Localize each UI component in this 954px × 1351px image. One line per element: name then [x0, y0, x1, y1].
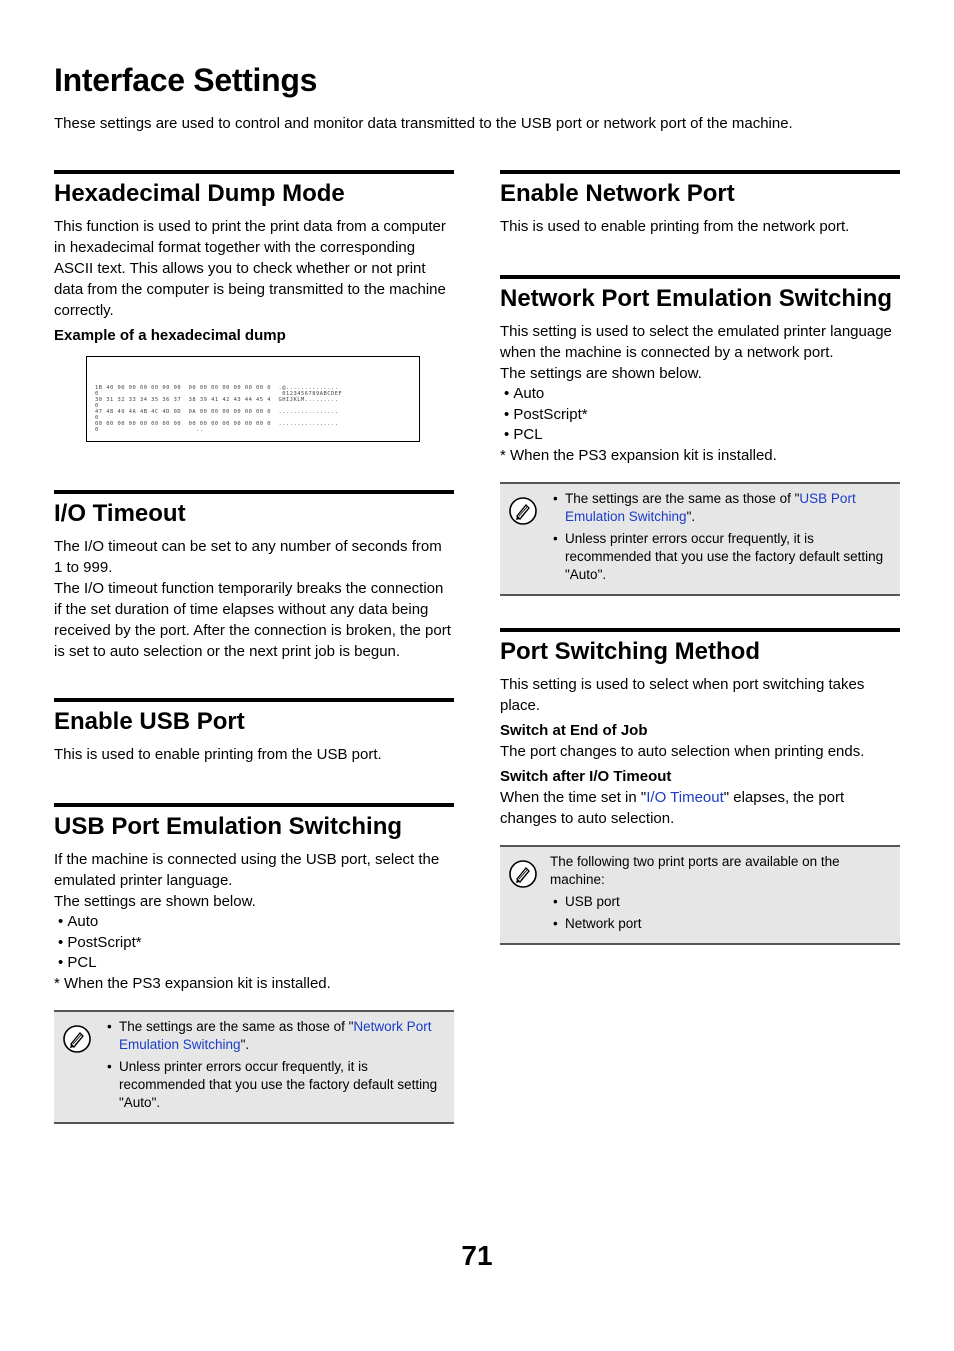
- hex-row: 1B 40 00 00 00 00 00 00 00 00 00 00 00 00 00 0 .@..............: [95, 385, 339, 391]
- note-item: [550, 490, 892, 526]
- hex-dump-body: This function is used to print the print data from a computer in hexadecimal format together with the corresponding ASCII text. This allows you to check whether or not print data from the computer is being transmitted to the machine correctly.: [54, 218, 446, 319]
- heading-io-timeout: I/O Timeout: [54, 500, 186, 527]
- network-emulation-note: [500, 482, 900, 596]
- section-usb-emulation: [54, 803, 454, 1124]
- heading-enable-network: Enable Network Port: [500, 180, 735, 207]
- usb-emulation-body-1: If the machine is connected using the USB port, select the emulated printer language.: [54, 851, 440, 889]
- heading-network-emulation: Network Port Emulation Switching: [500, 285, 893, 312]
- port-switching-sub-1-body: The port changes to auto selection when printing ends.: [500, 742, 865, 760]
- note-item: • Unless printer errors occur frequently, it is recommended that you use the factory default setting "Auto".: [104, 1058, 446, 1112]
- io-timeout-body-1: The I/O timeout can be set to any number of seconds from 1 to 999.: [54, 538, 442, 576]
- heading-enable-usb: Enable USB Port: [54, 708, 245, 735]
- network-emulation-options: [500, 384, 900, 446]
- heading-hex-dump: Hexadecimal Dump Mode: [54, 180, 345, 207]
- list-item: • PCL: [58, 953, 454, 974]
- hex-dump-example-label: Example of a hexadecimal dump: [54, 327, 286, 344]
- pencil-note-icon: [508, 859, 538, 889]
- section-enable-usb: [54, 698, 454, 765]
- hex-row: 0: [95, 415, 99, 421]
- heading-port-switching: Port Switching Method: [500, 637, 760, 665]
- port-switching-body: This setting is used to select when port switching takes place.: [500, 675, 865, 714]
- list-item: • PostScript*: [58, 933, 454, 954]
- page-title: Interface Settings: [54, 62, 318, 98]
- note-text: The following two print ports are available on the machine:: [550, 853, 840, 887]
- note-body: [54, 1012, 454, 1122]
- port-switching-sub-1: Switch at End of Job: [500, 721, 648, 739]
- page-number: 71: [461, 1240, 493, 1271]
- link-io-timeout[interactable]: I/O Timeout: [646, 788, 724, 806]
- network-emulation-footnote: * When the PS3 expansion kit is installed.: [500, 446, 777, 464]
- list-item: • PCL: [504, 425, 900, 446]
- left-column: [54, 170, 454, 1124]
- note-body: [500, 847, 900, 943]
- port-switching-sub-2-body: [500, 787, 900, 829]
- section-enable-network: [500, 170, 900, 237]
- right-column: [500, 170, 900, 945]
- list-item: • Auto: [504, 384, 900, 405]
- list-item: • PostScript*: [504, 405, 900, 426]
- note-item: • Network port: [550, 915, 892, 933]
- usb-emulation-options: [54, 912, 454, 974]
- section-hex-dump: [54, 170, 454, 442]
- usb-emulation-note: [54, 1010, 454, 1124]
- intro-text: These settings are used to control and monitor data transmitted to the USB port or network port of the machine.: [54, 115, 793, 132]
- hex-row: 47 48 49 4A 4B 4C 4D 0D 0A 00 00 00 00 00 00 0 ................: [95, 409, 339, 415]
- note-text: ".: [686, 508, 696, 524]
- note-item: • USB port: [550, 893, 892, 911]
- hex-row: 30 31 32 33 34 35 36 37 38 39 41 42 43 44 45 4 GHIJKLM.........: [95, 397, 339, 403]
- enable-network-body: This is used to enable printing from the network port.: [500, 218, 850, 235]
- section-port-switching: [500, 628, 900, 945]
- pencil-note-icon: [62, 1024, 92, 1054]
- hex-row: 0: [95, 403, 99, 409]
- note-body: [500, 484, 900, 594]
- body-text: " elapses, the port changes to auto selection.: [500, 788, 845, 827]
- link-network-emulation[interactable]: Network Port Emulation Switching: [119, 1018, 432, 1052]
- enable-usb-body: This is used to enable printing from the USB port.: [54, 746, 382, 763]
- body-text: When the time set in ": [500, 788, 647, 806]
- usb-emulation-footnote: * When the PS3 expansion kit is installed.: [54, 974, 331, 992]
- usb-emulation-body-2: The settings are shown below.: [54, 893, 256, 910]
- hex-row: 0 0123456789ABCDEF: [95, 391, 343, 397]
- io-timeout-body-2: The I/O timeout function temporarily breaks the connection if the set duration of time elapses without any data being received by the port. After the connection is broken, the port is set to auto selection or the next print job is begun.: [54, 580, 451, 660]
- hex-row: 0 ..: [95, 427, 204, 433]
- note-item: [104, 1018, 446, 1054]
- section-network-emulation: [500, 275, 900, 596]
- note-text: The settings are the same as those of ": [119, 1018, 354, 1034]
- note-text: The settings are the same as those of ": [565, 490, 800, 506]
- pencil-note-icon: [508, 496, 538, 526]
- section-io-timeout: [54, 490, 454, 662]
- heading-usb-emulation: USB Port Emulation Switching: [54, 813, 403, 840]
- note-item: • Unless printer errors occur frequently, it is recommended that you use the factory default setting "Auto".: [550, 530, 892, 584]
- hex-dump-example: [86, 356, 420, 442]
- list-item: • Auto: [58, 912, 454, 933]
- network-emulation-body-1: This setting is used to select the emulated printer language when the machine is connected by a network port.: [500, 323, 892, 361]
- link-usb-emulation[interactable]: USB Port Emulation Switching: [565, 490, 856, 524]
- port-switching-sub-2: Switch after I/O Timeout: [500, 767, 672, 785]
- port-switching-note: [500, 845, 900, 945]
- note-text: ".: [240, 1036, 250, 1052]
- hex-row: 00 00 00 00 00 00 00 00 00 00 00 00 00 00 00 0 ................: [95, 421, 339, 427]
- network-emulation-body-2: The settings are shown below.: [500, 365, 702, 382]
